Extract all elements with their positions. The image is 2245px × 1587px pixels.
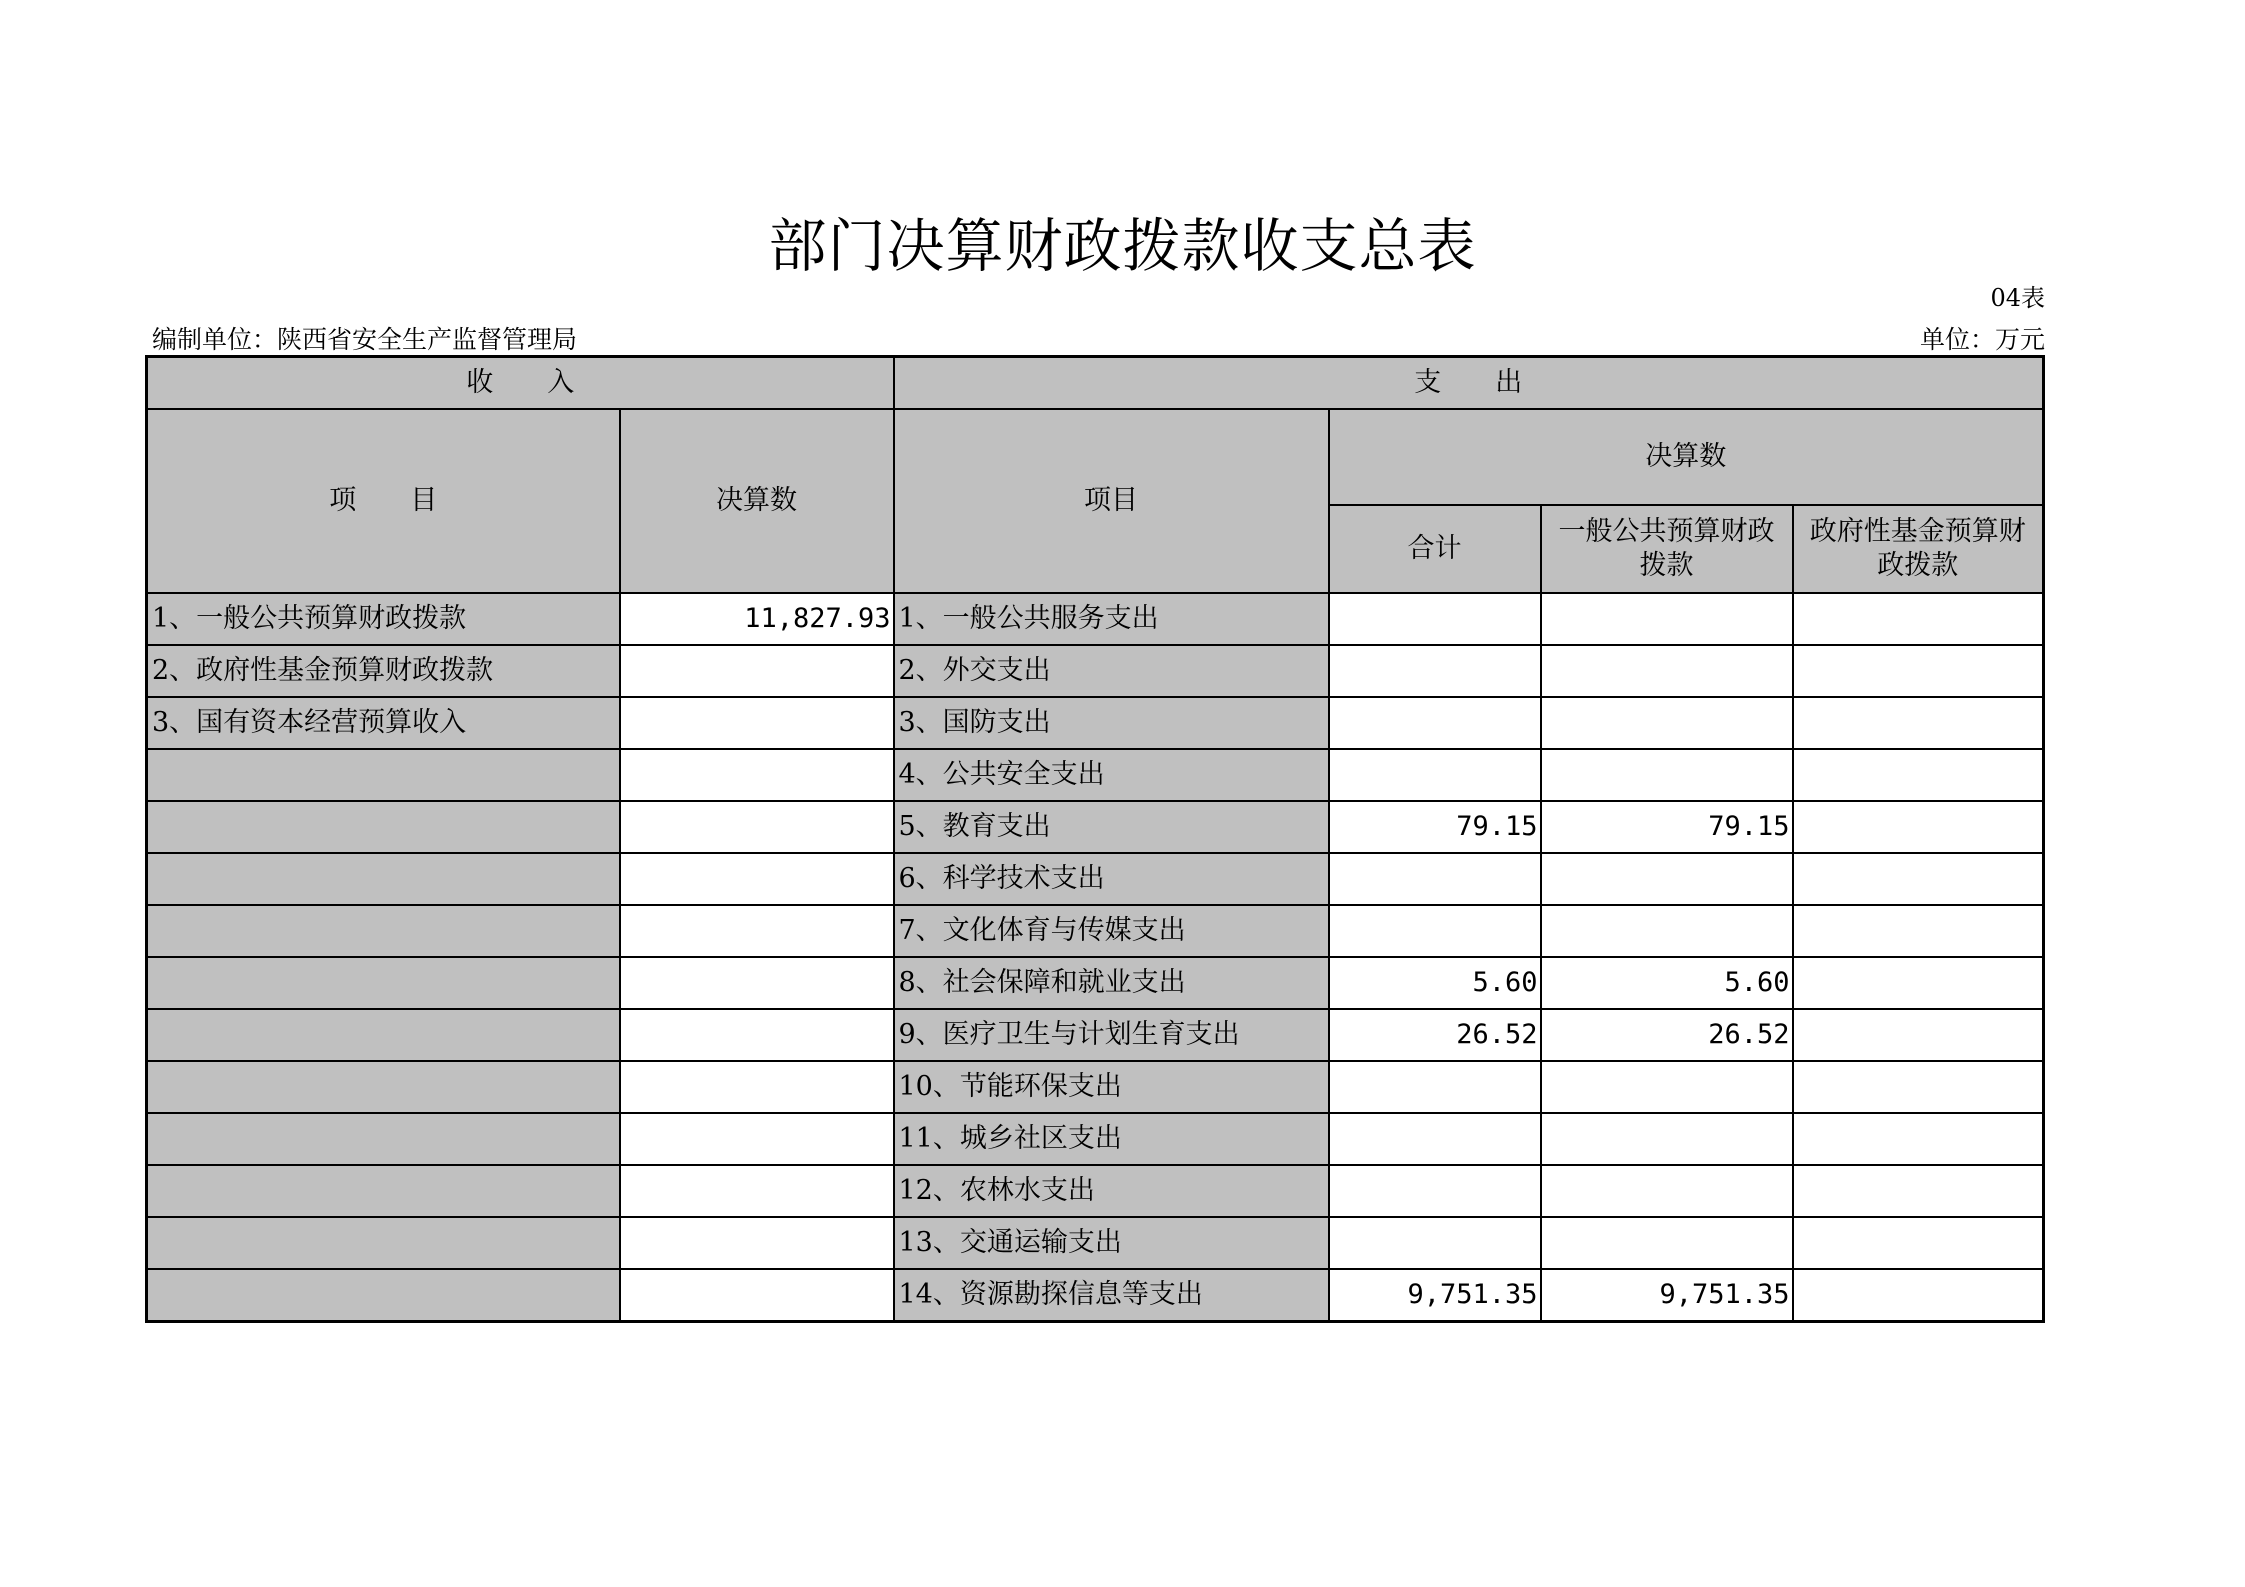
- total-cell: [1329, 1113, 1541, 1165]
- compiling-unit: 编制单位：陕西省安全生产监督管理局: [152, 325, 578, 354]
- total-cell: [1329, 905, 1541, 957]
- report-title: 部门决算财政拨款收支总表: [768, 212, 1477, 280]
- general-budget-cell: [1541, 593, 1793, 645]
- general-budget-cell: [1541, 1165, 1793, 1217]
- expense-header: 支 出: [894, 357, 2044, 410]
- gov-fund-cell: [1793, 645, 2044, 697]
- general-budget-cell: 9,751.35: [1541, 1269, 1793, 1322]
- table-row: [147, 593, 2044, 645]
- table-row: [147, 1061, 2044, 1113]
- gov-fund-cell: [1793, 697, 2044, 749]
- gov-fund-cell: [1793, 1009, 2044, 1061]
- general-budget-cell: [1541, 853, 1793, 905]
- general-budget-cell: [1541, 1113, 1793, 1165]
- income-item-cell: [147, 905, 620, 957]
- gov-fund-cell: [1793, 1269, 2044, 1322]
- table-row: [147, 1009, 2044, 1061]
- table-row: [147, 1113, 2044, 1165]
- budget-table: [145, 355, 2045, 1323]
- general-budget-cell: 5.60: [1541, 957, 1793, 1009]
- expense-item-cell: 13、交通运输支出: [894, 1217, 1329, 1269]
- expense-item-cell: 4、公共安全支出: [894, 749, 1329, 801]
- total-cell: 9,751.35: [1329, 1269, 1541, 1322]
- header-row-top: [147, 357, 2044, 410]
- total-cell: [1329, 593, 1541, 645]
- table-row: [147, 749, 2044, 801]
- general-budget-header: 一般公共预算财政拨款: [1541, 505, 1793, 593]
- income-item-cell: [147, 1269, 620, 1322]
- expense-item-cell: 2、外交支出: [894, 645, 1329, 697]
- total-header: 合计: [1329, 505, 1541, 593]
- income-amount-cell: [620, 1009, 894, 1061]
- expense-item-cell: 7、文化体育与传媒支出: [894, 905, 1329, 957]
- general-budget-cell: [1541, 1061, 1793, 1113]
- gov-fund-cell: [1793, 1165, 2044, 1217]
- income-item-cell: [147, 1165, 620, 1217]
- expense-item-cell: 10、节能环保支出: [894, 1061, 1329, 1113]
- income-amount-cell: [620, 1217, 894, 1269]
- expense-item-cell: 9、医疗卫生与计划生育支出: [894, 1009, 1329, 1061]
- total-cell: [1329, 853, 1541, 905]
- income-item-cell: [147, 1061, 620, 1113]
- gov-fund-cell: [1793, 957, 2044, 1009]
- gov-fund-cell: [1793, 801, 2044, 853]
- expense-item-cell: 3、国防支出: [894, 697, 1329, 749]
- expense-item-header: 项目: [894, 409, 1329, 593]
- income-item-cell: 1、一般公共预算财政拨款: [147, 593, 620, 645]
- expense-item-cell: 12、农林水支出: [894, 1165, 1329, 1217]
- income-amount-cell: [620, 801, 894, 853]
- total-cell: 79.15: [1329, 801, 1541, 853]
- table-row: [147, 905, 2044, 957]
- income-item-cell: 2、政府性基金预算财政拨款: [147, 645, 620, 697]
- total-cell: [1329, 1217, 1541, 1269]
- table-row: [147, 957, 2044, 1009]
- income-item-cell: [147, 1217, 620, 1269]
- general-budget-cell: [1541, 645, 1793, 697]
- expense-item-cell: 8、社会保障和就业支出: [894, 957, 1329, 1009]
- income-item-cell: [147, 853, 620, 905]
- gov-fund-cell: [1793, 905, 2044, 957]
- income-amount-cell: [620, 1061, 894, 1113]
- general-budget-cell: [1541, 749, 1793, 801]
- income-header: 收 入: [147, 357, 894, 410]
- gov-fund-cell: [1793, 749, 2044, 801]
- expense-item-cell: 5、教育支出: [894, 801, 1329, 853]
- expense-amount-header: 决算数: [1329, 409, 2044, 505]
- income-amount-cell: [620, 645, 894, 697]
- general-budget-cell: 26.52: [1541, 1009, 1793, 1061]
- income-item-cell: 3、国有资本经营预算收入: [147, 697, 620, 749]
- gov-fund-cell: [1793, 853, 2044, 905]
- currency-unit: 单位：万元: [1919, 325, 2045, 354]
- income-item-cell: [147, 957, 620, 1009]
- income-amount-cell: [620, 853, 894, 905]
- gov-fund-cell: [1793, 593, 2044, 645]
- total-cell: 5.60: [1329, 957, 1541, 1009]
- general-budget-cell: [1541, 905, 1793, 957]
- total-cell: [1329, 645, 1541, 697]
- income-amount-cell: 11,827.93: [620, 593, 894, 645]
- general-budget-cell: [1541, 697, 1793, 749]
- income-item-cell: [147, 749, 620, 801]
- income-amount-cell: [620, 1165, 894, 1217]
- header-row-1: [147, 409, 2044, 505]
- general-budget-cell: [1541, 1217, 1793, 1269]
- expense-item-cell: 1、一般公共服务支出: [894, 593, 1329, 645]
- income-item-cell: [147, 801, 620, 853]
- income-amount-cell: [620, 749, 894, 801]
- income-item-cell: [147, 1113, 620, 1165]
- income-item-header: 项 目: [147, 409, 620, 593]
- table-row: [147, 853, 2044, 905]
- income-amount-header: 决算数: [620, 409, 894, 593]
- table-row: [147, 801, 2044, 853]
- income-amount-cell: [620, 957, 894, 1009]
- income-amount-cell: [620, 905, 894, 957]
- table-row: [147, 1269, 2044, 1322]
- total-cell: [1329, 1165, 1541, 1217]
- income-item-cell: [147, 1009, 620, 1061]
- table-row: [147, 645, 2044, 697]
- gov-fund-cell: [1793, 1113, 2044, 1165]
- total-cell: 26.52: [1329, 1009, 1541, 1061]
- total-cell: [1329, 697, 1541, 749]
- expense-item-cell: 6、科学技术支出: [894, 853, 1329, 905]
- gov-fund-header: 政府性基金预算财政拨款: [1793, 505, 2044, 593]
- income-amount-cell: [620, 1269, 894, 1322]
- table-row: [147, 1165, 2044, 1217]
- expense-item-cell: 14、资源勘探信息等支出: [894, 1269, 1329, 1322]
- table-number: 04表: [1990, 284, 2045, 312]
- gov-fund-cell: [1793, 1061, 2044, 1113]
- total-cell: [1329, 1061, 1541, 1113]
- table-row: [147, 697, 2044, 749]
- expense-item-cell: 11、城乡社区支出: [894, 1113, 1329, 1165]
- table-row: [147, 1217, 2044, 1269]
- general-budget-cell: 79.15: [1541, 801, 1793, 853]
- income-amount-cell: [620, 697, 894, 749]
- total-cell: [1329, 749, 1541, 801]
- income-amount-cell: [620, 1113, 894, 1165]
- gov-fund-cell: [1793, 1217, 2044, 1269]
